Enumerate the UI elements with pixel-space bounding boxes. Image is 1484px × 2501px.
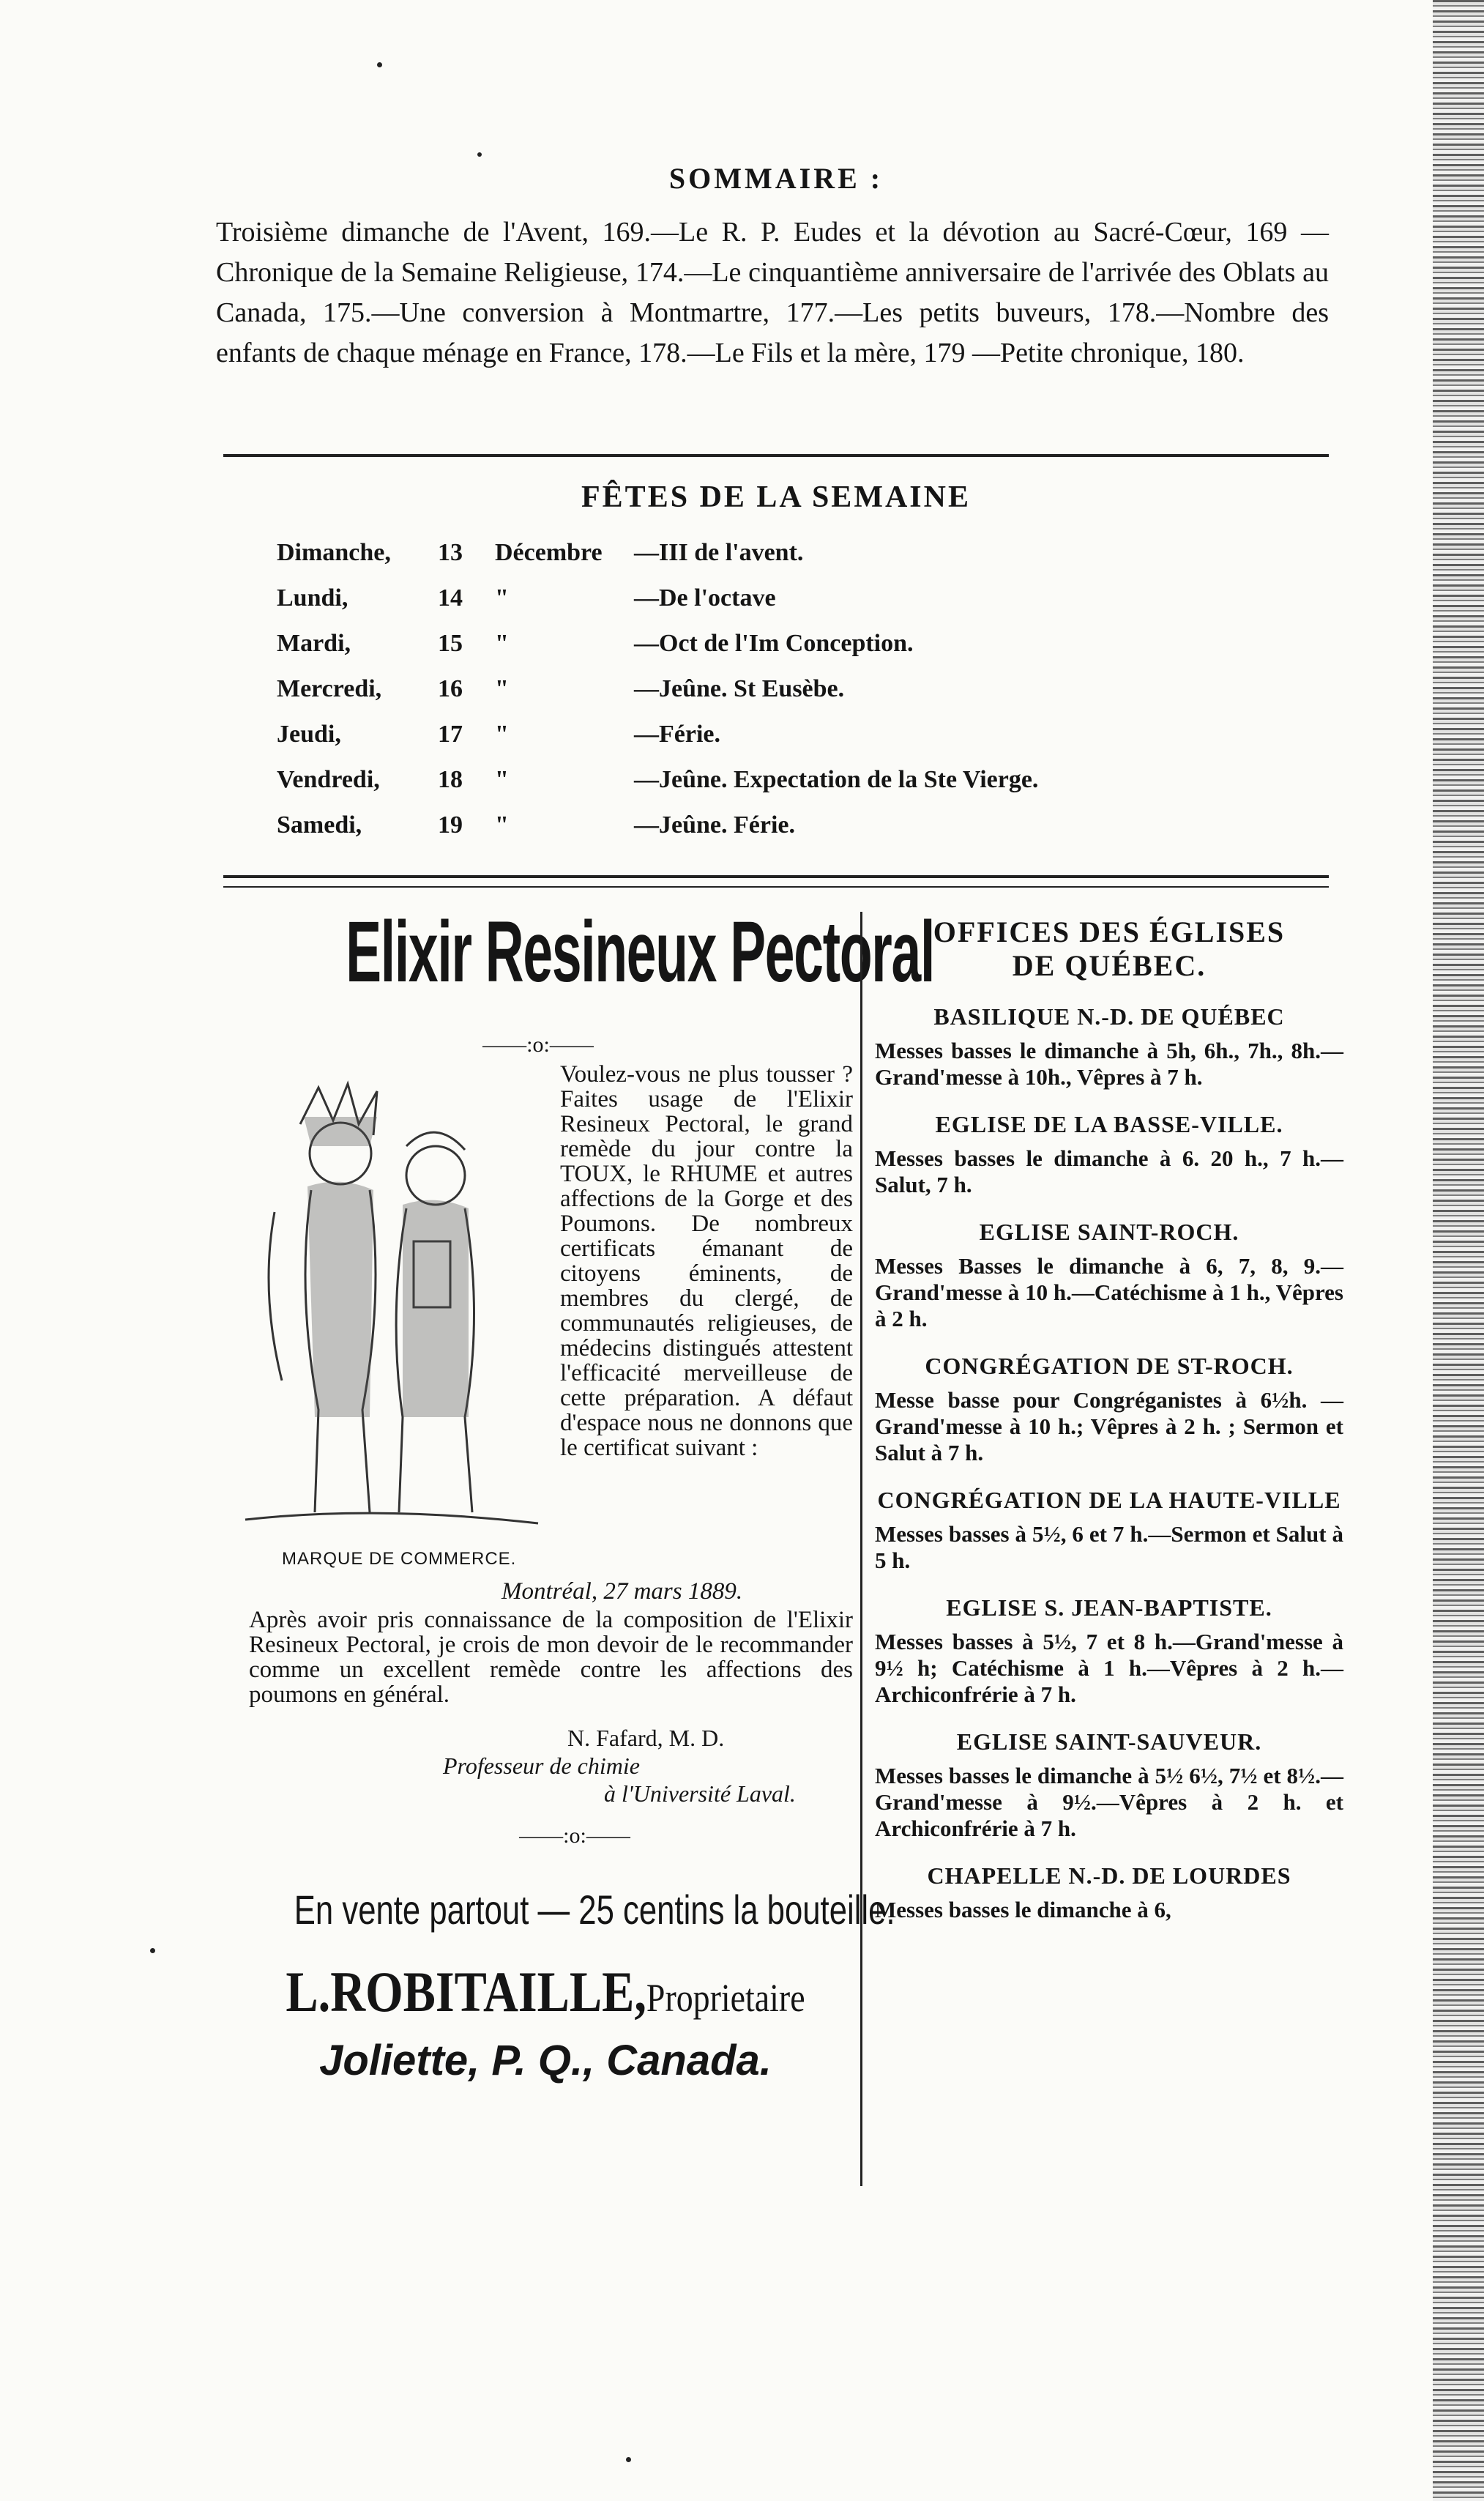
fete-row	[277, 675, 1038, 720]
ink-speck	[477, 152, 482, 157]
fete-description: —Férie.	[634, 721, 720, 748]
fete-row	[277, 720, 1038, 765]
sommaire-text: Troisième dimanche de l'Avent, 169.—Le R. P. Eudes et la dévotion au Sacré-Cœur, 169 —Chronique de la Semaine Religieuse, 174.—Le cinquantième anniversaire de l'arrivée des Oblats au Canada, 175.—Une conversion à Montmartre, 177.—Les petits buveurs, 178.—Nombre des enfants de chaque ménage en France, 178.—Le Fils et la mère, 179 —Petite chronique, 180.	[216, 217, 1329, 368]
trademark-caption: MARQUE DE COMMERCE.	[282, 1549, 517, 1569]
church-schedule: Messes Basses le dimanche à 6, 7, 8, 9.—Grand'messe à 10 h.—Catéchisme à 1 h., Vêpres à 2 h.	[875, 1253, 1343, 1331]
divider	[223, 886, 1329, 888]
fete-row	[277, 538, 1038, 584]
fete-day: Mardi,	[277, 630, 351, 657]
fetes-table	[277, 538, 1038, 856]
offices-title-line2: DE QUÉBEC.	[1012, 949, 1207, 982]
fete-day: Samedi,	[277, 811, 362, 839]
fete-description: —Jeûne. Férie.	[634, 811, 795, 839]
church-name: EGLISE SAINT-ROCH.	[979, 1219, 1239, 1245]
ad-title: Elixir Resineux Pectoral	[346, 904, 935, 1000]
testimonial-date: Montréal, 27 mars 1889.	[501, 1578, 743, 1605]
scanned-page-edge	[1433, 0, 1484, 2501]
fete-row	[277, 765, 1038, 811]
fete-date: 17	[438, 721, 463, 748]
fete-date: 15	[438, 630, 463, 657]
fete-date: 19	[438, 811, 463, 839]
proprietor-location: Joliette, P. Q., Canada.	[319, 2037, 772, 2084]
proprietor-title: Proprietaire	[646, 1976, 805, 2020]
church-schedule: Messes basses à 5½, 7 et 8 h.—Grand'messe à 9½ h; Catéchisme à 1 h.—Vêpres à 2 h.— Archiconfrérie à 7 h.	[875, 1629, 1343, 1707]
fete-description: —Jeûne. St Eusèbe.	[634, 675, 845, 702]
fete-month: "	[495, 584, 509, 612]
fete-date: 14	[438, 584, 463, 612]
fete-description: —III de l'avent.	[634, 539, 804, 566]
church-schedule: Messes basses le dimanche à 5h, 6h., 7h., 8h.—Grand'messe à 10h., Vêpres à 7 h.	[875, 1038, 1343, 1090]
fete-description: —De l'octave	[634, 584, 776, 612]
fete-row	[277, 584, 1038, 629]
signature-name: N. Fafard, M. D.	[567, 1725, 725, 1751]
fete-row	[277, 629, 1038, 675]
ink-speck	[377, 62, 382, 67]
fetes-title: FÊTES DE LA SEMAINE	[581, 480, 971, 514]
signature-title: Professeur de chimie	[443, 1753, 640, 1779]
church-schedule: Messe basse pour Congréganistes à 6½h. — Grand'messe à 10 h.; Vêpres à 2 h. ; Sermon et Salut à 7 h.	[875, 1387, 1343, 1465]
church-name: EGLISE DE LA BASSE-VILLE.	[935, 1111, 1283, 1137]
divider	[223, 875, 1329, 878]
church-name: EGLISE S. JEAN-BAPTISTE.	[946, 1594, 1272, 1621]
fete-month: Décembre	[495, 539, 603, 566]
ink-speck	[150, 1948, 155, 1953]
fete-day: Jeudi,	[277, 721, 341, 748]
church-name: CONGRÉGATION DE ST-ROCH.	[925, 1353, 1294, 1379]
fete-day: Vendredi,	[277, 766, 380, 793]
fete-day: Dimanche,	[277, 539, 391, 566]
offices-column	[875, 915, 1343, 1923]
trademark-illustration	[231, 1073, 553, 1542]
fete-month: "	[495, 766, 509, 793]
ink-speck	[626, 2457, 631, 2462]
church-name: CONGRÉGATION DE LA HAUTE-VILLE	[877, 1487, 1341, 1513]
fete-row	[277, 811, 1038, 856]
fete-description: —Oct de l'Im Conception.	[634, 630, 914, 657]
fete-month: "	[495, 811, 509, 839]
ornament: ——:o:——	[482, 1033, 594, 1057]
ad-body: Voulez-vous ne plus tousser ? Faites usage de l'Elixir Resineux Pectoral, le grand remède du jour contre la TOUX, le RHUME et autres affections de la Gorge et des Poumons. De nombreux certificats émanant de citoyens éminents, de membres du clergé, de communautés religieuses, de médecins distingués attestent l'efficacité merveilleuse de cette préparation. A défaut d'espace nous ne donnons que le certificat suivant :	[560, 1061, 853, 1461]
proprietor-name: L.ROBITAILLE,	[286, 1960, 646, 2024]
church-name: EGLISE SAINT-SAUVEUR.	[956, 1728, 1262, 1755]
church-name: BASILIQUE N.-D. DE QUÉBEC	[933, 1003, 1285, 1030]
fete-description: —Jeûne. Expectation de la Ste Vierge.	[634, 766, 1039, 793]
testimonial-text: Après avoir pris connaissance de la composition de l'Elixir Resineux Pectoral, je crois de mon devoir de le recommander comme un excellent remède contre les affections des poumons en général.	[249, 1607, 853, 1708]
church-schedule: Messes basses le dimanche à 5½ 6½, 7½ et 8½.—Grand'messe à 9½.—Vêpres à 2 h. et Archiconfrérie à 7 h.	[875, 1763, 1343, 1841]
divider	[223, 454, 1329, 457]
fete-month: "	[495, 721, 509, 748]
ornament: ——:o:——	[519, 1824, 630, 1848]
column-divider	[860, 912, 862, 2186]
fete-day: Lundi,	[277, 584, 348, 612]
church-list	[875, 1003, 1343, 1923]
church-name: CHAPELLE N.-D. DE LOURDES	[927, 1862, 1291, 1889]
fete-month: "	[495, 630, 509, 657]
fete-date: 18	[438, 766, 463, 793]
proprietor	[272, 1959, 819, 2025]
church-schedule: Messes basses le dimanche à 6,	[875, 1897, 1171, 1922]
fete-date: 16	[438, 675, 463, 702]
signature-place: à l'Université Laval.	[604, 1780, 796, 1807]
church-schedule: Messes basses le dimanche à 6. 20 h., 7 h.—Salut, 7 h.	[875, 1145, 1343, 1197]
offices-title-line1: OFFICES DES ÉGLISES	[933, 915, 1286, 948]
sale-line: En vente partout — 25 centins la bouteille.	[294, 1887, 895, 1933]
church-schedule: Messes basses à 5½, 6 et 7 h.—Sermon et Salut à 5 h.	[875, 1521, 1343, 1573]
fete-month: "	[495, 675, 509, 702]
fete-day: Mercredi,	[277, 675, 382, 702]
fete-date: 13	[438, 539, 463, 566]
sommaire-title: SOMMAIRE :	[668, 162, 884, 195]
